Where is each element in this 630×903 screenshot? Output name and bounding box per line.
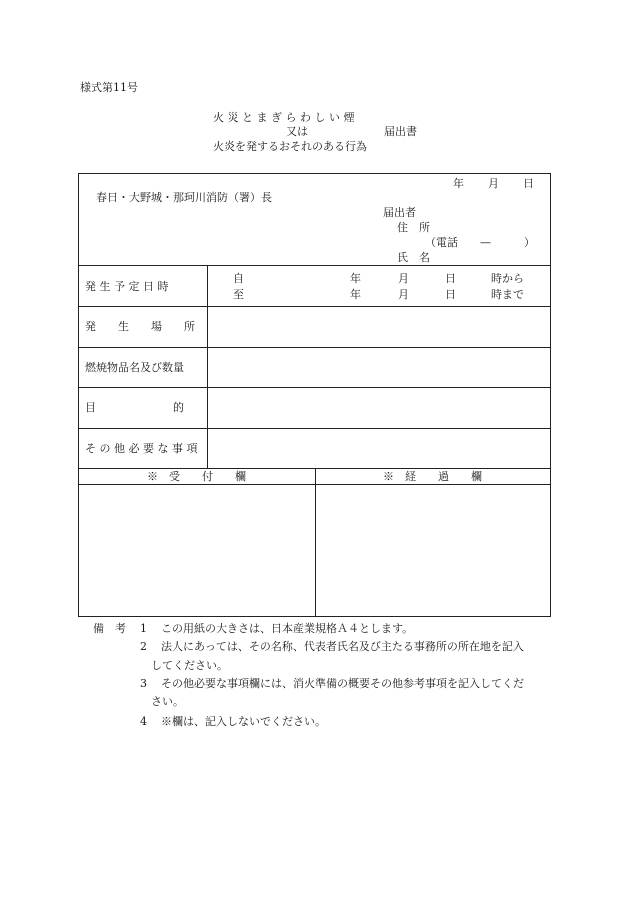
- location-label: 発 生 場 所: [85, 320, 195, 333]
- note-text: ※欄は、記入しないでください。: [161, 715, 326, 728]
- title-line-3: 火炎を発するおそれのある行為: [213, 140, 367, 153]
- to-label: 至: [233, 288, 244, 301]
- note-number: 1: [140, 622, 147, 635]
- title-line-1: 火 災 と ま ぎ ら わ し い 煙: [213, 111, 355, 124]
- to-year: 年: [350, 288, 361, 301]
- schedule-label: 発 生 予 定 日 時: [85, 280, 169, 293]
- address-label: 住 所: [397, 221, 430, 234]
- date-month: 月: [488, 177, 499, 190]
- progress-box-header: ※ 経 過 欄: [383, 470, 482, 483]
- from-label: 自: [233, 272, 244, 285]
- date-day: 日: [523, 177, 534, 190]
- title-line-2-middle: 又は: [286, 125, 308, 138]
- from-year: 年: [350, 272, 361, 285]
- to-time: 時まで: [491, 288, 524, 301]
- to-day: 日: [445, 288, 456, 301]
- note-number: 4: [140, 715, 147, 728]
- title-line-2-right: 届出書: [384, 125, 417, 138]
- reception-box-header: ※ 受 付 欄: [147, 470, 246, 483]
- from-day: 日: [445, 272, 456, 285]
- note-number: 2: [140, 640, 147, 653]
- date-year: 年: [453, 177, 464, 190]
- note-number: 3: [140, 677, 147, 690]
- materials-label: 燃焼物品名及び数量: [85, 361, 184, 374]
- note-text: その他必要な事項欄には、消火準備の概要その他参考事項を記入してくだ: [161, 677, 524, 690]
- from-time: 時から: [491, 272, 524, 285]
- note-text: 法人にあっては、その名称、代表者氏名及び主たる事務所の所在地を記入: [161, 640, 524, 653]
- to-month: 月: [398, 288, 409, 301]
- from-month: 月: [398, 272, 409, 285]
- phone-label: （電話 — ）: [425, 236, 535, 249]
- form-number: 様式第11号: [80, 81, 138, 94]
- note-continuation: さい。: [151, 695, 184, 708]
- purpose-label: 目 的: [85, 401, 184, 414]
- note-continuation: してください。: [151, 659, 228, 672]
- notes-heading: 備 考: [93, 622, 126, 635]
- notifier-label: 届出者: [383, 206, 416, 219]
- name-label: 氏 名: [397, 251, 430, 264]
- note-text: この用紙の大きさは、日本産業規格Ａ４とします。: [161, 622, 414, 635]
- other-label: そ の 他 必 要 な 事 項: [85, 442, 198, 455]
- addressee: 春日・大野城・那珂川消防（署）長: [96, 191, 272, 204]
